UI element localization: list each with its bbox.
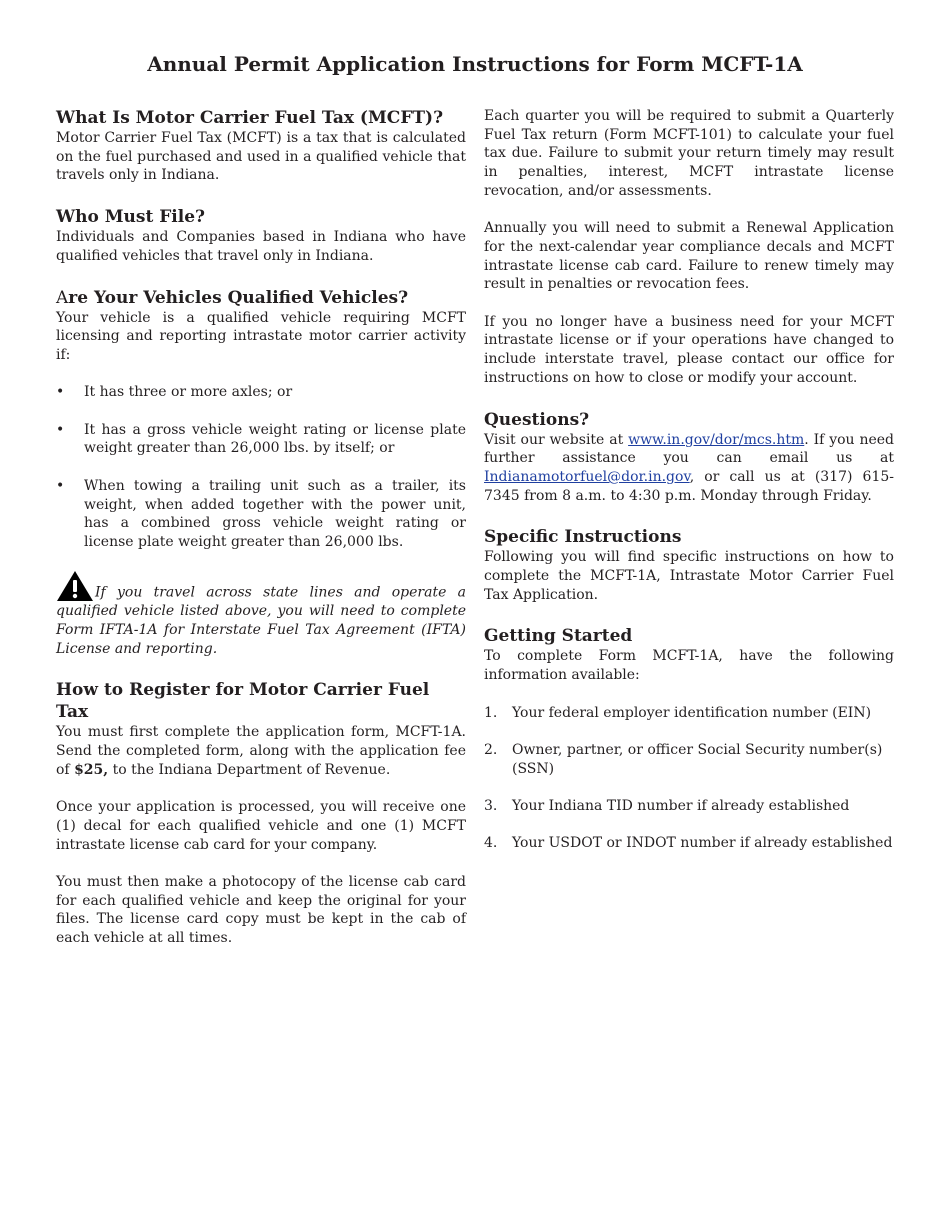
annual-renewal-paragraph: Annually you will need to submit a Renewal Application for the next-calendar year compliance decals and MCFT intrastate license cab card. Failure to renew timely may result in penalties or revocation fees.: [484, 220, 894, 293]
register-p2: Once your application is processed, you will receive one (1) decal for each qualified vehicle and one (1) MCFT intrastate license cab card for your company.: [56, 799, 466, 853]
qualified-bullet-list: [56, 383, 466, 551]
list-item: • It has three or more axles; or: [56, 384, 293, 401]
list-item: 4. Your USDOT or INDOT number if already established: [484, 835, 893, 852]
required-info-list: [484, 704, 894, 854]
website-link[interactable]: www.in.gov/dor/mcs.htm: [628, 431, 805, 448]
bullet-marker: •: [56, 384, 65, 401]
specific-instructions-heading: Specific Instructions: [484, 527, 682, 548]
bullet-marker: •: [56, 477, 65, 494]
bullet-marker: •: [56, 421, 65, 438]
who-must-file-heading: Who Must File?: [56, 207, 205, 228]
questions-body: Visit our website at www.in.gov/dor/mcs.htm. If you need further assistance you can email us at Indianamotorfuel@dor.in.gov, or call us at (317) 615-7345 from 8 a.m. to 4:30 p.m. Monday through Friday.: [484, 431, 894, 504]
what-is-heading: What Is Motor Carrier Fuel Tax (MCFT)?: [56, 108, 444, 128]
list-item: 3. Your Indiana TID number if already established: [484, 798, 850, 815]
questions-heading: Questions?: [484, 409, 590, 430]
close-account-paragraph: If you no longer have a business need for your MCFT intrastate license or if your operations have changed to include interstate travel, please contact our office for instructions on how to close or modify your account.: [484, 313, 894, 386]
getting-started-heading: Getting Started: [484, 626, 633, 647]
qualified-heading-rest: re Your Vehicles Qualified Vehicles?: [68, 287, 409, 308]
list-item: • It has a gross vehicle weight rating or license plate weight greater than 26,000 lbs. by itself; or: [56, 421, 466, 457]
email-link[interactable]: Indianamotorfuel@dor.in.gov: [484, 468, 690, 485]
list-item: 1. Your federal employer identification number (EIN): [484, 704, 872, 721]
list-item: • When towing a trailing unit such as a trailer, its weight, when added together with the power unit, has a combined gross vehicle weight rating or license plate weight greater than 26,000 lbs.: [56, 477, 466, 550]
application-fee: $25,: [74, 761, 109, 778]
qualified-heading: [56, 287, 466, 309]
warning-text: If you travel across state lines and operate a qualified vehicle listed above, you will need to complete Form IFTA-1A for Interstate Fuel Tax Agreement (IFTA) License and reporting.: [56, 584, 466, 657]
warning-icon: [56, 570, 94, 602]
getting-started-intro: To complete Form MCFT-1A, have the following information available:: [484, 648, 894, 684]
quarterly-paragraph: Each quarter you will be required to submit a Quarterly Fuel Tax return (Form MCFT-101) to calculate your fuel tax due. Failure to submit your return timely may result in penalties, interest, MCFT intrastate license revocation, and/or assessments.: [484, 108, 894, 199]
register-heading: How to Register for Motor Carrier Fuel Tax: [56, 680, 430, 723]
qualified-heading-initial: A: [56, 287, 69, 308]
list-item: 2. Owner, partner, or officer Social Security number(s) (SSN): [484, 741, 883, 777]
what-is-body: Motor Carrier Fuel Tax (MCFT) is a tax that is calculated on the fuel purchased and used in a qualified vehicle that travels only in Indiana.: [56, 130, 466, 184]
who-must-file-body: Individuals and Companies based in Indiana who have qualified vehicles that travel only in Indiana.: [56, 229, 466, 264]
page-title: Annual Permit Application Instructions for Form MCFT-1A: [147, 52, 803, 76]
interstate-warning: [56, 570, 466, 658]
qualified-intro: Your vehicle is a qualified vehicle requiring MCFT licensing and reporting intrastate motor carrier activity if:: [56, 309, 466, 363]
specific-instructions-body: Following you will find specific instructions on how to complete the MCFT-1A, Intrastate Motor Carrier Fuel Tax Application.: [484, 549, 894, 603]
register-p3: You must then make a photocopy of the license cab card for each qualified vehicle and keep the original for your files. The license card copy must be kept in the cab of each vehicle at all times.: [56, 874, 466, 947]
right-column: [484, 107, 894, 872]
register-p1: You must first complete the application form, MCFT-1A. Send the completed form, along with the application fee of $25, to the Indiana Department of Revenue.: [56, 724, 466, 778]
left-column: [56, 107, 466, 948]
